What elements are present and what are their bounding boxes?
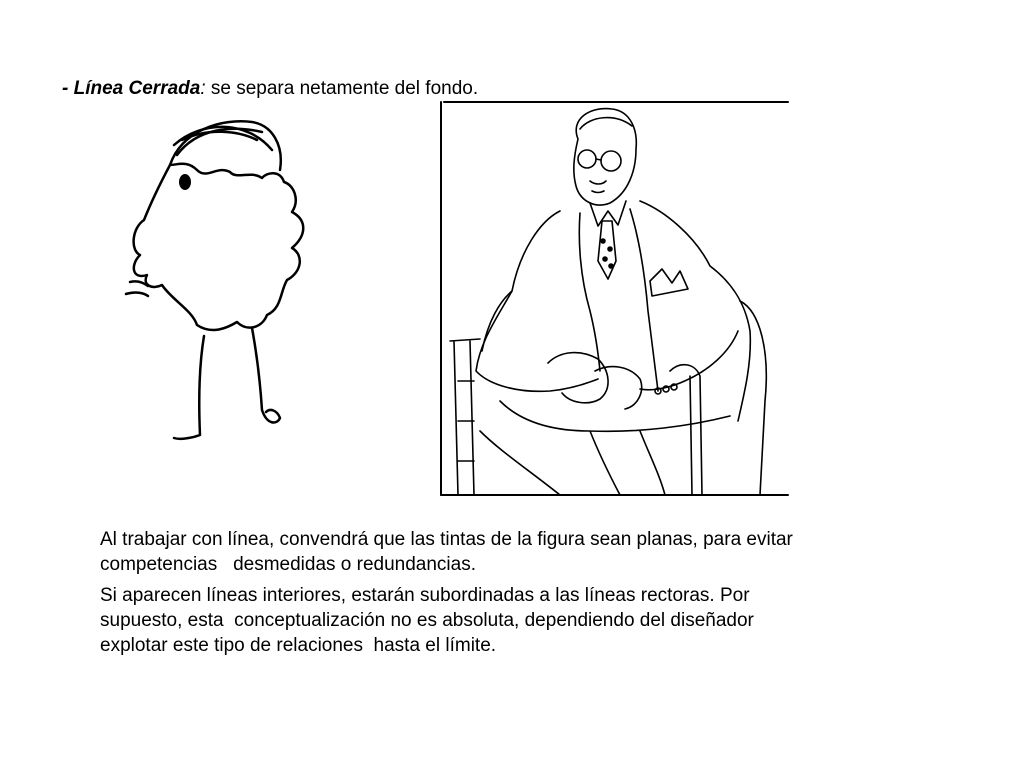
glasses-right	[601, 151, 621, 171]
heading-description: se separa netamente del fondo.	[205, 78, 479, 99]
left-leg	[174, 336, 204, 439]
mouth-line	[126, 293, 148, 296]
chair-left	[450, 339, 480, 495]
head-outline	[134, 164, 304, 330]
seated-man-portrait-drawing	[440, 101, 790, 497]
glasses-bridge	[596, 159, 601, 160]
tie	[598, 221, 616, 279]
paragraph-2: Si aparecen líneas interiores, estarán subordinadas a las líneas rectoras. Por supuesto, esta conceptualización no es absoluta, dependiendo del diseñador explotar este tipo de relaciones hasta el límite.	[100, 585, 754, 656]
pocket-square	[650, 269, 688, 296]
body-text	[100, 527, 980, 664]
jacket	[482, 201, 750, 421]
paragraph-1: Al trabajar con línea, convendrá que las tintas de la figura sean planas, para evitar competencias desmedidas o redundancias.	[100, 529, 793, 575]
heading-colon: :	[200, 78, 206, 99]
left-arm	[476, 291, 598, 391]
right-leg	[252, 328, 280, 423]
glasses-left	[578, 150, 596, 168]
blob-character-drawing	[112, 110, 317, 450]
heading-term: - Línea Cerrada	[62, 78, 201, 99]
hands	[548, 353, 608, 403]
slide-heading	[62, 77, 478, 101]
eye	[179, 174, 191, 190]
